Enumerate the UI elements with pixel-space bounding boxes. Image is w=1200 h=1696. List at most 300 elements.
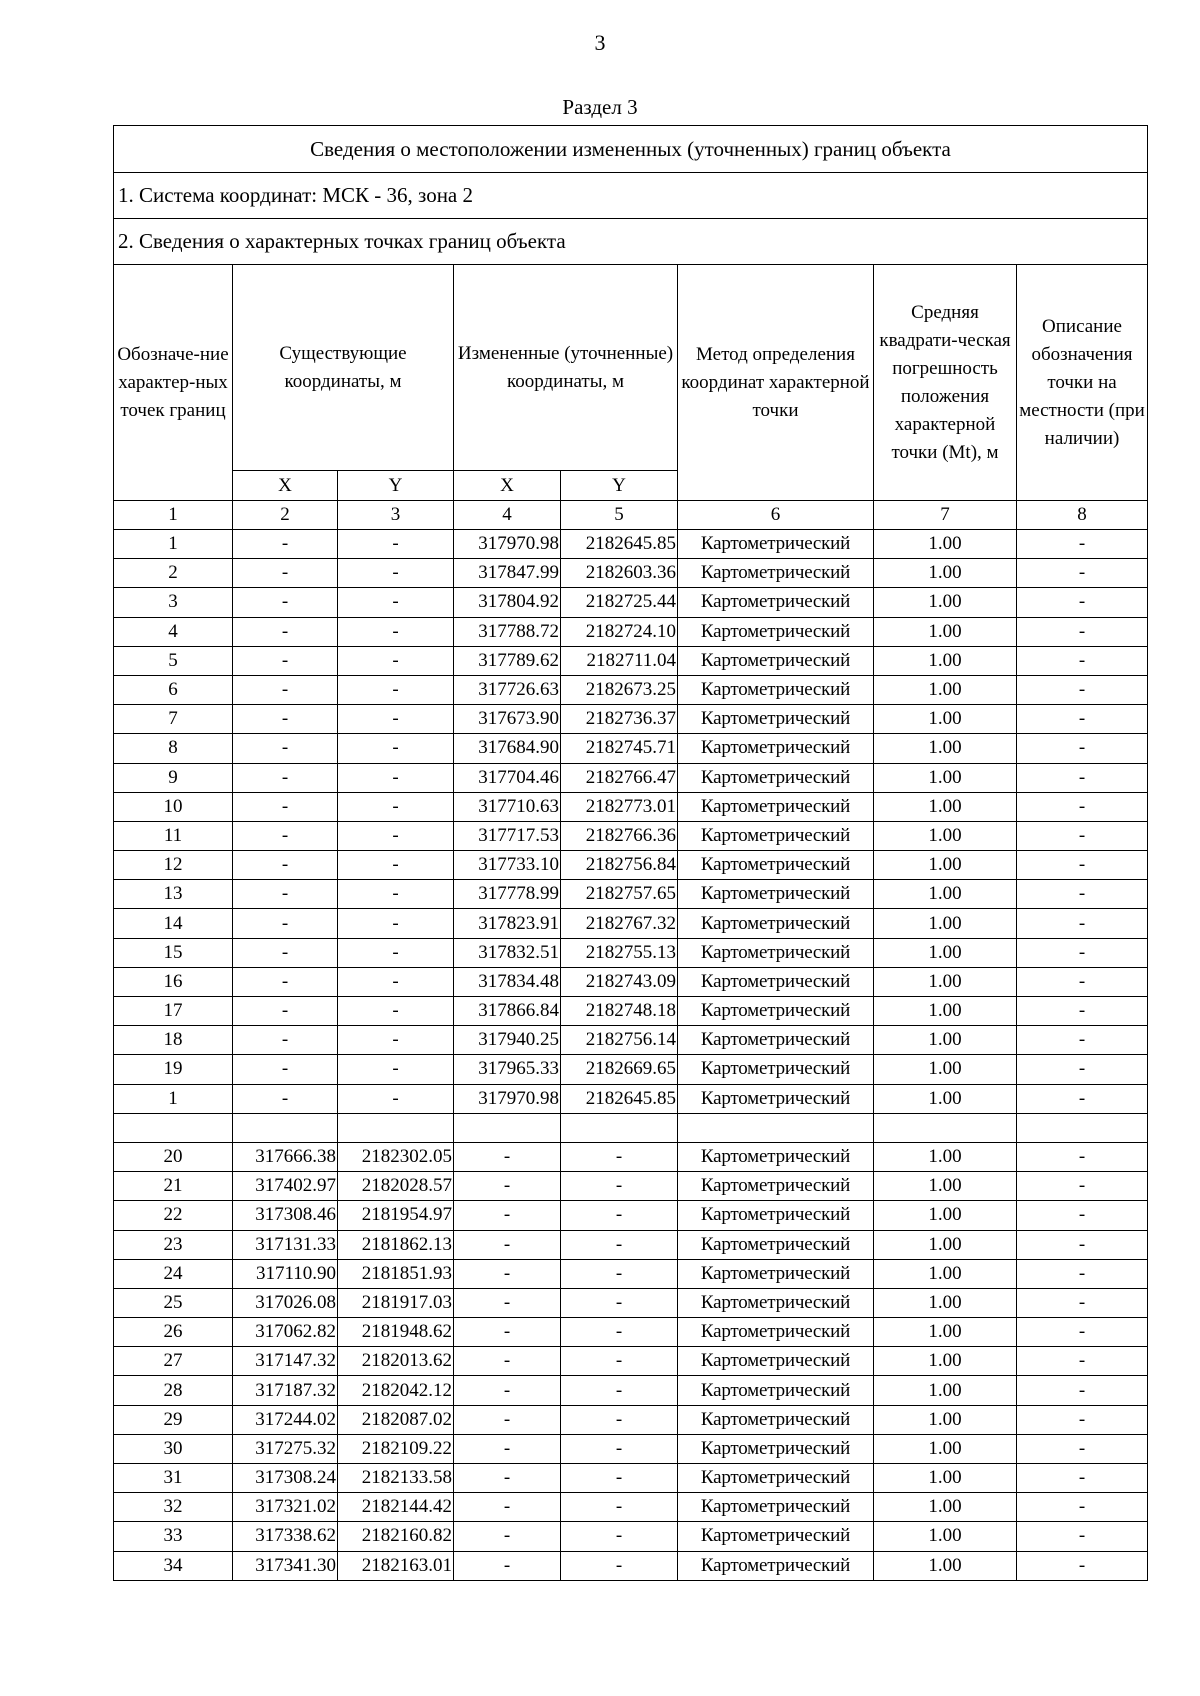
table-title: Сведения о местоположении измененных (уточненных) границ объекта [114,126,1148,173]
cell-changed-y: - [561,1347,678,1376]
column-number: 1 [114,501,233,530]
table-row [114,559,1148,588]
cell-description: - [1017,1288,1148,1317]
cell-existing-x: 317147.32 [233,1347,338,1376]
cell-accuracy: 1.00 [874,1172,1017,1201]
cell-point-id: 26 [114,1318,233,1347]
cell-point-id: 20 [114,1142,233,1171]
cell-existing-y: 2181948.62 [338,1318,454,1347]
cell-accuracy: 1.00 [874,1522,1017,1551]
cell-existing-x: - [233,909,338,938]
cell-point-id: 31 [114,1464,233,1493]
cell-existing-y: 2182013.62 [338,1347,454,1376]
cell-changed-x: - [454,1434,561,1463]
cell-description: - [1017,1551,1148,1580]
empty-cell [338,1113,454,1142]
cell-existing-x: - [233,1084,338,1113]
table-row [114,588,1148,617]
cell-description: - [1017,705,1148,734]
cell-description: - [1017,997,1148,1026]
header-existing: Существующие координаты, м [233,265,454,471]
cell-method: Картометрический [678,792,874,821]
cell-description: - [1017,1493,1148,1522]
cell-existing-x: - [233,588,338,617]
cell-method: Картометрический [678,1551,874,1580]
cell-changed-y: 2182603.36 [561,559,678,588]
cell-accuracy: 1.00 [874,559,1017,588]
cell-existing-y: - [338,763,454,792]
cell-existing-x: - [233,559,338,588]
cell-accuracy: 1.00 [874,821,1017,850]
cell-accuracy: 1.00 [874,1464,1017,1493]
cell-method: Картометрический [678,530,874,559]
cell-existing-x: - [233,938,338,967]
cell-method: Картометрический [678,763,874,792]
coord-system-row: 1. Система координат: МСК - 36, зона 2 [114,173,1148,219]
table-row [114,1288,1148,1317]
cell-description: - [1017,617,1148,646]
cell-existing-y: 2182028.57 [338,1172,454,1201]
table-row [114,1142,1148,1171]
cell-point-id: 2 [114,559,233,588]
cell-changed-y: 2182756.84 [561,851,678,880]
cell-changed-x: 317710.63 [454,792,561,821]
cell-changed-x: - [454,1318,561,1347]
cell-existing-y: - [338,675,454,704]
cell-accuracy: 1.00 [874,1230,1017,1259]
cell-existing-y: 2182133.58 [338,1464,454,1493]
cell-existing-x: 317402.97 [233,1172,338,1201]
cell-method: Картометрический [678,1493,874,1522]
cell-method: Картометрический [678,1318,874,1347]
cell-existing-y: - [338,646,454,675]
cell-changed-x: - [454,1347,561,1376]
cell-existing-y: 2182087.02 [338,1405,454,1434]
cell-changed-y: 2182766.47 [561,763,678,792]
cell-existing-y: 2181917.03 [338,1288,454,1317]
table-row [114,1201,1148,1230]
table-row [114,1434,1148,1463]
cell-description: - [1017,1318,1148,1347]
cell-point-id: 27 [114,1347,233,1376]
cell-changed-x: - [454,1230,561,1259]
cell-changed-x: 317788.72 [454,617,561,646]
empty-cell [561,1113,678,1142]
cell-point-id: 8 [114,734,233,763]
table-row [114,851,1148,880]
cell-point-id: 19 [114,1055,233,1084]
cell-method: Картометрический [678,559,874,588]
cell-existing-y: 2182302.05 [338,1142,454,1171]
table-row [114,997,1148,1026]
cell-description: - [1017,1142,1148,1171]
cell-changed-y: - [561,1142,678,1171]
cell-changed-x: - [454,1464,561,1493]
cell-accuracy: 1.00 [874,734,1017,763]
cell-existing-x: 317321.02 [233,1493,338,1522]
cell-existing-y: 2181862.13 [338,1230,454,1259]
cell-point-id: 15 [114,938,233,967]
cell-description: - [1017,967,1148,996]
cell-existing-y: - [338,909,454,938]
column-numbers-row [114,501,1148,530]
cell-description: - [1017,792,1148,821]
cell-changed-x: 317970.98 [454,1084,561,1113]
cell-changed-y: - [561,1405,678,1434]
cell-method: Картометрический [678,617,874,646]
cell-existing-y: - [338,997,454,1026]
cell-accuracy: 1.00 [874,851,1017,880]
cell-method: Картометрический [678,588,874,617]
cell-existing-y: 2181954.97 [338,1201,454,1230]
cell-existing-x: - [233,617,338,646]
cell-existing-x: - [233,997,338,1026]
cell-existing-y: - [338,821,454,850]
cell-description: - [1017,1084,1148,1113]
empty-cell [454,1113,561,1142]
cell-accuracy: 1.00 [874,1142,1017,1171]
cell-changed-y: - [561,1434,678,1463]
cell-existing-x: 317308.24 [233,1464,338,1493]
points-header-row: 2. Сведения о характерных точках границ объекта [114,219,1148,265]
cell-existing-x: - [233,530,338,559]
cell-accuracy: 1.00 [874,1376,1017,1405]
cell-changed-y: - [561,1522,678,1551]
cell-changed-y: - [561,1230,678,1259]
column-number: 3 [338,501,454,530]
table-row [114,967,1148,996]
cell-existing-x: 317026.08 [233,1288,338,1317]
table-row [114,1522,1148,1551]
cell-accuracy: 1.00 [874,588,1017,617]
cell-method: Картометрический [678,1522,874,1551]
cell-point-id: 10 [114,792,233,821]
cell-existing-x: 317110.90 [233,1259,338,1288]
cell-method: Картометрический [678,909,874,938]
cell-accuracy: 1.00 [874,1259,1017,1288]
cell-changed-y: 2182673.25 [561,675,678,704]
cell-description: - [1017,909,1148,938]
cell-method: Картометрический [678,1230,874,1259]
cell-method: Картометрический [678,1142,874,1171]
cell-changed-y: 2182766.36 [561,821,678,850]
table-row [114,821,1148,850]
cell-existing-y: - [338,617,454,646]
cell-changed-y: - [561,1464,678,1493]
cell-changed-x: 317778.99 [454,880,561,909]
cell-existing-x: 317341.30 [233,1551,338,1580]
cell-changed-x: 317804.92 [454,588,561,617]
cell-point-id: 22 [114,1201,233,1230]
cell-changed-x: 317673.90 [454,705,561,734]
cell-method: Картометрический [678,1055,874,1084]
cell-changed-y: 2182645.85 [561,530,678,559]
header-existing-y: Y [338,471,454,501]
cell-changed-x: - [454,1376,561,1405]
cell-changed-y: - [561,1259,678,1288]
cell-changed-x: 317684.90 [454,734,561,763]
cell-method: Картометрический [678,675,874,704]
cell-method: Картометрический [678,1376,874,1405]
header-changed: Измененные (уточненные) координаты, м [454,265,678,471]
cell-description: - [1017,588,1148,617]
cell-point-id: 1 [114,1084,233,1113]
cell-description: - [1017,938,1148,967]
cell-accuracy: 1.00 [874,646,1017,675]
cell-changed-y: 2182767.32 [561,909,678,938]
cell-point-id: 24 [114,1259,233,1288]
column-number: 8 [1017,501,1148,530]
cell-changed-x: - [454,1172,561,1201]
header-changed-y: Y [561,471,678,501]
cell-accuracy: 1.00 [874,617,1017,646]
cell-point-id: 21 [114,1172,233,1201]
boundary-points-table [113,125,1148,1581]
cell-accuracy: 1.00 [874,997,1017,1026]
column-number: 4 [454,501,561,530]
cell-existing-y: 2182042.12 [338,1376,454,1405]
cell-point-id: 33 [114,1522,233,1551]
table-row [114,705,1148,734]
cell-point-id: 4 [114,617,233,646]
cell-accuracy: 1.00 [874,705,1017,734]
cell-method: Картометрический [678,705,874,734]
cell-changed-y: - [561,1493,678,1522]
cell-description: - [1017,1055,1148,1084]
cell-existing-x: 317187.32 [233,1376,338,1405]
cell-method: Картометрический [678,1434,874,1463]
cell-point-id: 6 [114,675,233,704]
cell-changed-x: 317847.99 [454,559,561,588]
cell-point-id: 5 [114,646,233,675]
table-row [114,763,1148,792]
cell-point-id: 30 [114,1434,233,1463]
cell-existing-y: 2182109.22 [338,1434,454,1463]
cell-accuracy: 1.00 [874,763,1017,792]
cell-point-id: 18 [114,1026,233,1055]
cell-accuracy: 1.00 [874,1434,1017,1463]
table-row [114,1493,1148,1522]
table-row [114,1172,1148,1201]
cell-accuracy: 1.00 [874,1055,1017,1084]
cell-changed-y: 2182669.65 [561,1055,678,1084]
cell-point-id: 16 [114,967,233,996]
cell-description: - [1017,646,1148,675]
cell-description: - [1017,1230,1148,1259]
cell-point-id: 23 [114,1230,233,1259]
cell-point-id: 13 [114,880,233,909]
cell-existing-y: 2182144.42 [338,1493,454,1522]
cell-description: - [1017,821,1148,850]
cell-point-id: 29 [114,1405,233,1434]
cell-point-id: 17 [114,997,233,1026]
table-row [114,530,1148,559]
cell-description: - [1017,1347,1148,1376]
cell-existing-x: 317244.02 [233,1405,338,1434]
cell-description: - [1017,1172,1148,1201]
table-row [114,1259,1148,1288]
cell-accuracy: 1.00 [874,1347,1017,1376]
cell-point-id: 7 [114,705,233,734]
header-existing-x: X [233,471,338,501]
section-title: Раздел 3 [562,95,638,119]
table-row [114,1405,1148,1434]
table-row [114,880,1148,909]
cell-point-id: 9 [114,763,233,792]
cell-changed-y: - [561,1172,678,1201]
cell-existing-y: 2182160.82 [338,1522,454,1551]
cell-changed-y: 2182725.44 [561,588,678,617]
cell-existing-x: - [233,821,338,850]
cell-point-id: 25 [114,1288,233,1317]
cell-existing-x: - [233,675,338,704]
cell-method: Картометрический [678,851,874,880]
cell-existing-y: - [338,559,454,588]
cell-changed-x: - [454,1405,561,1434]
table-row [114,617,1148,646]
cell-accuracy: 1.00 [874,909,1017,938]
cell-existing-x: - [233,851,338,880]
cell-accuracy: 1.00 [874,967,1017,996]
header-point: Обозначе-ние характер-ных точек границ [114,265,233,501]
column-number: 6 [678,501,874,530]
cell-existing-y: - [338,1084,454,1113]
cell-method: Картометрический [678,1405,874,1434]
cell-description: - [1017,1405,1148,1434]
cell-accuracy: 1.00 [874,1201,1017,1230]
cell-existing-x: - [233,1055,338,1084]
cell-accuracy: 1.00 [874,880,1017,909]
cell-point-id: 12 [114,851,233,880]
cell-existing-x: 317131.33 [233,1230,338,1259]
cell-existing-x: 317308.46 [233,1201,338,1230]
cell-method: Картометрический [678,938,874,967]
cell-existing-x: - [233,1026,338,1055]
cell-description: - [1017,880,1148,909]
cell-method: Картометрический [678,880,874,909]
cell-description: - [1017,851,1148,880]
cell-description: - [1017,763,1148,792]
cell-existing-y: - [338,734,454,763]
cell-description: - [1017,734,1148,763]
cell-point-id: 34 [114,1551,233,1580]
cell-accuracy: 1.00 [874,792,1017,821]
cell-existing-y: - [338,588,454,617]
table-row [114,1055,1148,1084]
column-number: 2 [233,501,338,530]
cell-changed-y: 2182743.09 [561,967,678,996]
table-row [114,1318,1148,1347]
cell-changed-x: 317823.91 [454,909,561,938]
table-row [114,909,1148,938]
cell-method: Картометрический [678,734,874,763]
cell-method: Картометрический [678,1172,874,1201]
cell-existing-y: - [338,1055,454,1084]
cell-accuracy: 1.00 [874,530,1017,559]
header-description: Описание обозначения точки на местности (при наличии) [1017,265,1148,501]
cell-changed-x: - [454,1201,561,1230]
cell-point-id: 1 [114,530,233,559]
table-row [114,675,1148,704]
cell-existing-y: 2182163.01 [338,1551,454,1580]
cell-changed-y: - [561,1201,678,1230]
cell-existing-x: - [233,763,338,792]
table-row [114,1464,1148,1493]
cell-existing-x: - [233,967,338,996]
cell-accuracy: 1.00 [874,1288,1017,1317]
cell-changed-x: - [454,1259,561,1288]
page-number: 3 [594,30,606,55]
cell-changed-y: 2182645.85 [561,1084,678,1113]
cell-existing-y: - [338,851,454,880]
cell-accuracy: 1.00 [874,1551,1017,1580]
table-row [114,1551,1148,1580]
cell-existing-x: 317062.82 [233,1318,338,1347]
cell-changed-y: 2182711.04 [561,646,678,675]
empty-cell [233,1113,338,1142]
cell-changed-y: 2182724.10 [561,617,678,646]
cell-changed-x: 317704.46 [454,763,561,792]
cell-changed-x: 317940.25 [454,1026,561,1055]
blank-separator-row [114,1113,1148,1142]
cell-description: - [1017,1259,1148,1288]
cell-existing-y: - [338,1026,454,1055]
cell-changed-x: 317970.98 [454,530,561,559]
cell-existing-x: - [233,792,338,821]
table-row [114,1084,1148,1113]
cell-method: Картометрический [678,1026,874,1055]
cell-method: Картометрический [678,646,874,675]
cell-changed-x: 317832.51 [454,938,561,967]
cell-existing-y: - [338,530,454,559]
cell-changed-x: 317834.48 [454,967,561,996]
cell-changed-x: - [454,1522,561,1551]
cell-changed-x: 317866.84 [454,997,561,1026]
cell-accuracy: 1.00 [874,938,1017,967]
cell-existing-x: - [233,646,338,675]
cell-description: - [1017,1434,1148,1463]
table-row [114,1347,1148,1376]
cell-changed-y: - [561,1376,678,1405]
cell-existing-x: 317666.38 [233,1142,338,1171]
cell-point-id: 28 [114,1376,233,1405]
cell-point-id: 14 [114,909,233,938]
cell-existing-y: - [338,967,454,996]
table-row [114,1230,1148,1259]
cell-existing-y: - [338,880,454,909]
header-accuracy: Средняя квадрати-ческая погрешность положения характерной точки (Mt), м [874,265,1017,501]
cell-accuracy: 1.00 [874,1493,1017,1522]
cell-changed-y: 2182755.13 [561,938,678,967]
cell-description: - [1017,1376,1148,1405]
cell-existing-x: - [233,734,338,763]
cell-existing-x: - [233,705,338,734]
empty-cell [678,1113,874,1142]
cell-accuracy: 1.00 [874,1084,1017,1113]
cell-changed-y: 2182773.01 [561,792,678,821]
cell-changed-y: 2182748.18 [561,997,678,1026]
cell-changed-y: 2182757.65 [561,880,678,909]
cell-method: Картометрический [678,1259,874,1288]
cell-changed-x: 317726.63 [454,675,561,704]
cell-accuracy: 1.00 [874,1318,1017,1347]
column-number: 7 [874,501,1017,530]
cell-point-id: 11 [114,821,233,850]
cell-changed-y: - [561,1551,678,1580]
cell-method: Картометрический [678,1084,874,1113]
empty-cell [1017,1113,1148,1142]
table-row [114,734,1148,763]
